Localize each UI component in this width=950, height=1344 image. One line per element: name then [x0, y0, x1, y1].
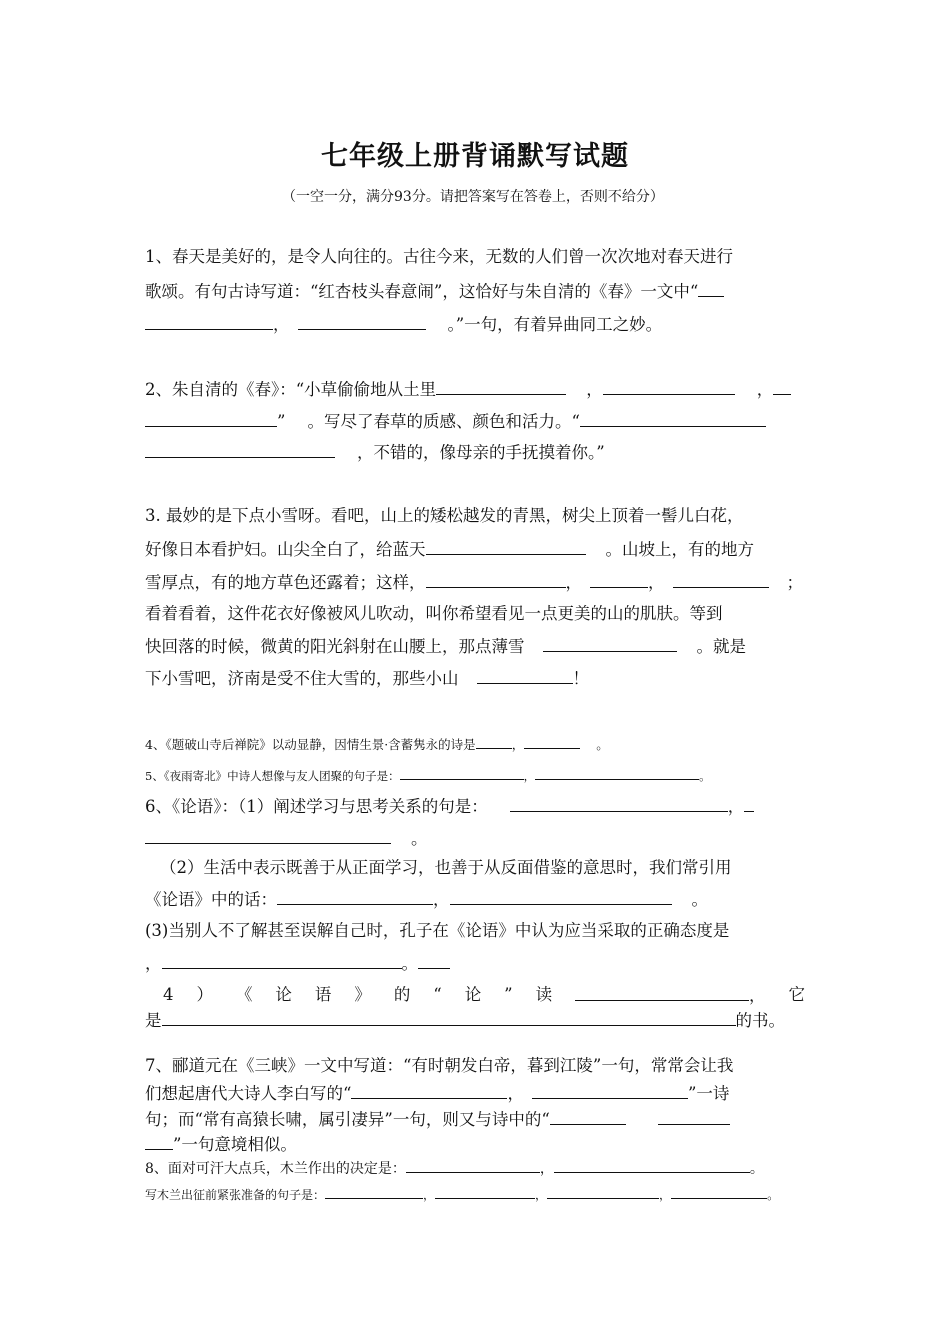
q6-text: 的 [393, 985, 411, 1004]
q6-text: ” [504, 985, 513, 1004]
q7-line-2 [145, 1083, 729, 1104]
q8-text: ， [423, 1188, 436, 1202]
page-title: 七年级上册背诵默写试题 [321, 141, 629, 172]
q3-line-1: 3. 最妙的是下点小雪呀。看吧，山上的矮松越发的青黑，树尖上顶着一髻儿白花， [145, 506, 744, 525]
q6-text: 《 [235, 985, 253, 1004]
q6-text: 的书。 [735, 1011, 785, 1030]
q7-text: ， [507, 1084, 524, 1103]
q6-text: 》 [354, 985, 371, 1004]
q2-line-3 [145, 442, 605, 463]
answer-blank[interactable] [744, 796, 754, 812]
answer-blank[interactable] [477, 668, 573, 684]
q6-text: ， [749, 986, 766, 1005]
answer-blank[interactable] [298, 314, 426, 330]
answer-blank[interactable] [162, 1010, 736, 1026]
q1-line-1: 1、春天是美好的，是令人向往的。古往今来，无数的人们曾一次次地对春天进行 [145, 247, 733, 266]
q7-text: ”一诗 [687, 1084, 730, 1103]
q2-line-2 [145, 411, 766, 432]
q6-text: 论 [275, 985, 292, 1004]
q8-line-2 [145, 1185, 779, 1205]
answer-blank[interactable] [550, 1109, 626, 1125]
answer-blank[interactable] [698, 281, 724, 297]
q1-line-3 [145, 314, 662, 335]
q6-text: ， [433, 890, 450, 909]
q1-text: 歌颂。有句古诗写道：“红杏枝头春意闹”，这恰好与朱自清的《春》一文中“ [145, 282, 699, 301]
q3-line-6 [145, 668, 589, 689]
q6-text: ） [196, 985, 213, 1004]
q3-line-4: 看着看着，这件花衣好像被风儿吹动，叫你希望看见一点更美的山的肌肤。等到 [145, 604, 723, 623]
answer-blank[interactable] [426, 572, 566, 588]
q3-text: ！ [572, 669, 589, 688]
q3-text: 好像日本看护妇。山尖全白了，给蓝天 [145, 540, 426, 559]
q6-text: “ [433, 985, 442, 1004]
q3-line-3 [145, 572, 803, 593]
answer-blank[interactable] [580, 411, 766, 427]
q2-line-1 [145, 379, 791, 400]
q3-text: ， [648, 573, 665, 592]
answer-blank[interactable] [426, 539, 586, 555]
q6-text: 6、《论语》：（1）阐述学习与思考关系的句是： [145, 797, 488, 816]
answer-blank[interactable] [400, 768, 524, 780]
answer-blank[interactable] [658, 1109, 730, 1125]
q6-line-5: (3)当别人不了解甚至误解自己时，孔子在《论语》中认为应当采取的正确态度是 [145, 921, 730, 940]
q5-line [145, 766, 711, 786]
answer-blank[interactable] [532, 1083, 688, 1099]
q6-text: 它 [788, 985, 805, 1004]
q6-text: 《论语》中的话： [145, 890, 277, 909]
answer-blank[interactable] [435, 1187, 535, 1199]
q4-text: 。 [596, 737, 609, 752]
q7-line-1: 7、郦道元在《三峡》一文中写道：“有时朝发白帝，暮到江陵”一句，常常会让我 [145, 1056, 734, 1075]
q2-text: 。写尽了春草的质感、颜色和活力。“ [307, 412, 580, 431]
q6-text: 。 [691, 890, 708, 909]
q3-line-5 [145, 636, 746, 657]
q6-text: 。 [401, 954, 418, 973]
q6-text: ， [727, 797, 745, 816]
q6-text: 读 [535, 985, 553, 1004]
answer-blank[interactable] [673, 572, 769, 588]
q6-line-3: （2）生活中表示既善于从正面学习，也善于从反面借鉴的意思时，我们常引用 [160, 858, 732, 877]
q6-line-8 [145, 1010, 785, 1031]
q6-line-6 [145, 953, 450, 974]
q8-text: ， [659, 1188, 672, 1202]
q6-line-4 [145, 889, 708, 910]
q4-text: ， [511, 737, 525, 752]
q6-text: 4 [163, 985, 174, 1004]
q6-line-7 [145, 985, 805, 1006]
q7-text: 们想起唐代大诗人李白写的“ [145, 1084, 352, 1103]
q8-line-1 [145, 1159, 764, 1179]
q6-line-2 [145, 828, 428, 849]
answer-blank[interactable] [671, 1187, 767, 1199]
answer-blank[interactable] [476, 736, 512, 749]
answer-blank[interactable] [547, 1187, 659, 1199]
q3-text: 雪厚点，有的地方草色还露着；这样， [145, 573, 426, 592]
answer-blank[interactable] [543, 636, 677, 652]
q2-text: 2、朱自清的《春》：“小草偷偷地从土里 [145, 380, 437, 399]
q5-text: 。 [699, 769, 711, 783]
answer-blank[interactable] [436, 379, 566, 395]
q3-text: 下小雪吧，济南是受不住大雪的，那些小山 [145, 669, 459, 688]
answer-blank[interactable] [145, 314, 273, 330]
answer-blank[interactable] [418, 953, 450, 969]
q4-text: 4、《题破山寺后禅院》以动显静，因情生景·含蓄隽永的诗是 [145, 737, 476, 752]
q5-text: 5、《夜雨寄北》中诗人想像与友人团聚的句子是： [145, 769, 400, 783]
answer-blank[interactable] [145, 828, 391, 844]
q1-text: ， [273, 315, 290, 334]
answer-blank[interactable] [590, 572, 648, 588]
q2-text: ” [277, 412, 286, 431]
answer-blank[interactable] [145, 442, 335, 458]
q2-text: ， [586, 380, 603, 399]
q3-text: 。山坡上，有的地方 [605, 540, 754, 559]
q7-text: 句；而“常有高猿长啸，属引凄异”一句，则又与诗中的“ [145, 1110, 550, 1129]
answer-blank[interactable] [554, 1159, 750, 1173]
answer-blank[interactable] [535, 768, 699, 780]
q6-text: 。 [411, 829, 428, 848]
q6-text: 是 [145, 1011, 162, 1030]
answer-blank[interactable] [406, 1159, 540, 1173]
q3-text: 快回落的时候，微黄的阳光斜射在山腰上，那点薄雪 [145, 637, 525, 656]
q7-line-3 [145, 1109, 730, 1130]
q8-text: ， [535, 1188, 548, 1202]
answer-blank[interactable] [510, 796, 728, 812]
q8-text: 。 [767, 1188, 780, 1202]
q3-line-2 [145, 539, 754, 560]
answer-blank[interactable] [524, 736, 580, 749]
answer-blank[interactable] [162, 953, 402, 969]
answer-blank[interactable] [351, 1083, 507, 1099]
q4-line [145, 735, 609, 755]
answer-blank[interactable] [603, 379, 735, 395]
answer-blank[interactable] [575, 985, 749, 1001]
answer-blank[interactable] [145, 411, 277, 427]
answer-blank[interactable] [325, 1187, 423, 1199]
q3-text: ， [565, 573, 582, 592]
q8-text: ， [539, 1161, 554, 1177]
answer-blank[interactable] [145, 1134, 173, 1150]
q7-line-4 [145, 1134, 297, 1155]
q7-text: ”一句意境相似。 [173, 1135, 297, 1154]
q6-text: ， [145, 954, 162, 973]
page-subtitle: （一空一分，满分93分。请把答案写在答卷上，否则不给分） [282, 189, 664, 205]
q8-text: 。 [749, 1161, 764, 1177]
q8-text: 写木兰出征前紧张准备的句子是： [145, 1188, 326, 1202]
q5-text: ， [523, 769, 536, 783]
q6-line-1 [145, 796, 754, 817]
q1-line-2 [145, 281, 724, 302]
q3-text: ； [786, 573, 803, 592]
q2-text: ，不错的，像母亲的手抚摸着你。” [357, 443, 605, 462]
q8-text: 8、面对可汗大点兵，木兰作出的决定是： [145, 1161, 406, 1177]
q2-text: ， [756, 380, 774, 399]
answer-blank[interactable] [277, 889, 433, 905]
answer-blank[interactable] [773, 379, 791, 395]
q6-text: 语 [314, 985, 332, 1004]
q3-text: 。就是 [696, 637, 746, 656]
q6-text: 论 [464, 985, 482, 1004]
answer-blank[interactable] [450, 889, 672, 905]
q1-text: 。”一句，有着异曲同工之妙。 [447, 315, 663, 334]
